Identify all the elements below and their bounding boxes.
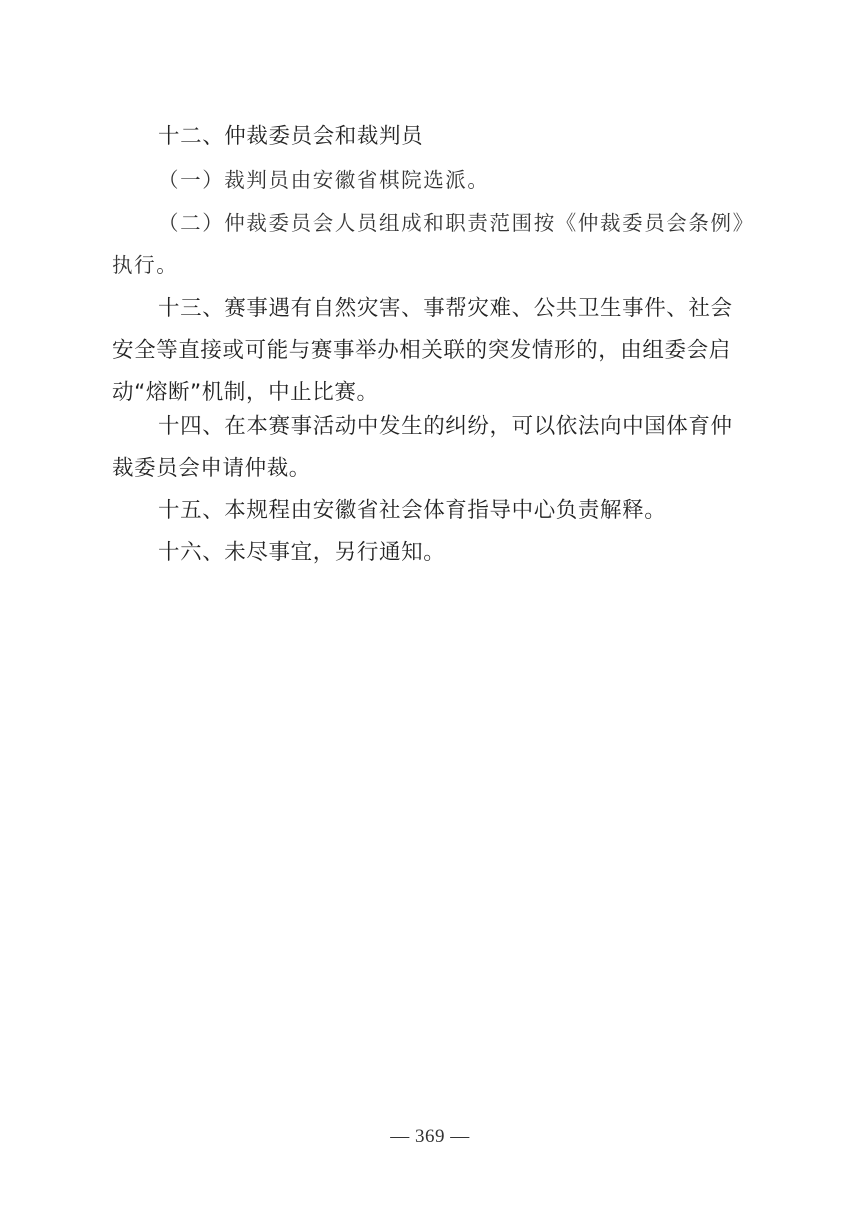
section-13 [112, 288, 752, 414]
section-16 [112, 532, 752, 574]
page-number: — 369 — [390, 1126, 470, 1147]
section-12-item-1-text: （一）裁判员由安徽省棋院选派。 [158, 168, 490, 192]
section-12-item-2-text: （二）仲裁委员会人员组成和职责范围按《仲裁委员会条例》执行。 [112, 211, 745, 277]
section-13-text: 十三、赛事遇有自然灾害、事帮灾难、公共卫生事件、社会安全等直接或可能与赛事举办相关联的突发情形的，由组委会启动“熔断”机制，中止比赛。 [112, 296, 733, 405]
section-12-heading [112, 116, 752, 158]
section-14-text: 十四、在本赛事活动中发生的纠纷，可以依法向中国体育仲裁委员会申请仲裁。 [112, 414, 733, 481]
section-14 [112, 406, 752, 490]
section-12-text: 十二、仲裁委员会和裁判员 [158, 124, 424, 149]
section-15-text: 十五、本规程由安徽省社会体育指导中心负责解释。 [158, 498, 667, 523]
section-12-item-2 [112, 202, 752, 286]
section-12-item-1 [112, 159, 752, 201]
section-15 [112, 490, 752, 532]
section-16-text: 十六、未尽事宜，另行通知。 [158, 540, 446, 565]
